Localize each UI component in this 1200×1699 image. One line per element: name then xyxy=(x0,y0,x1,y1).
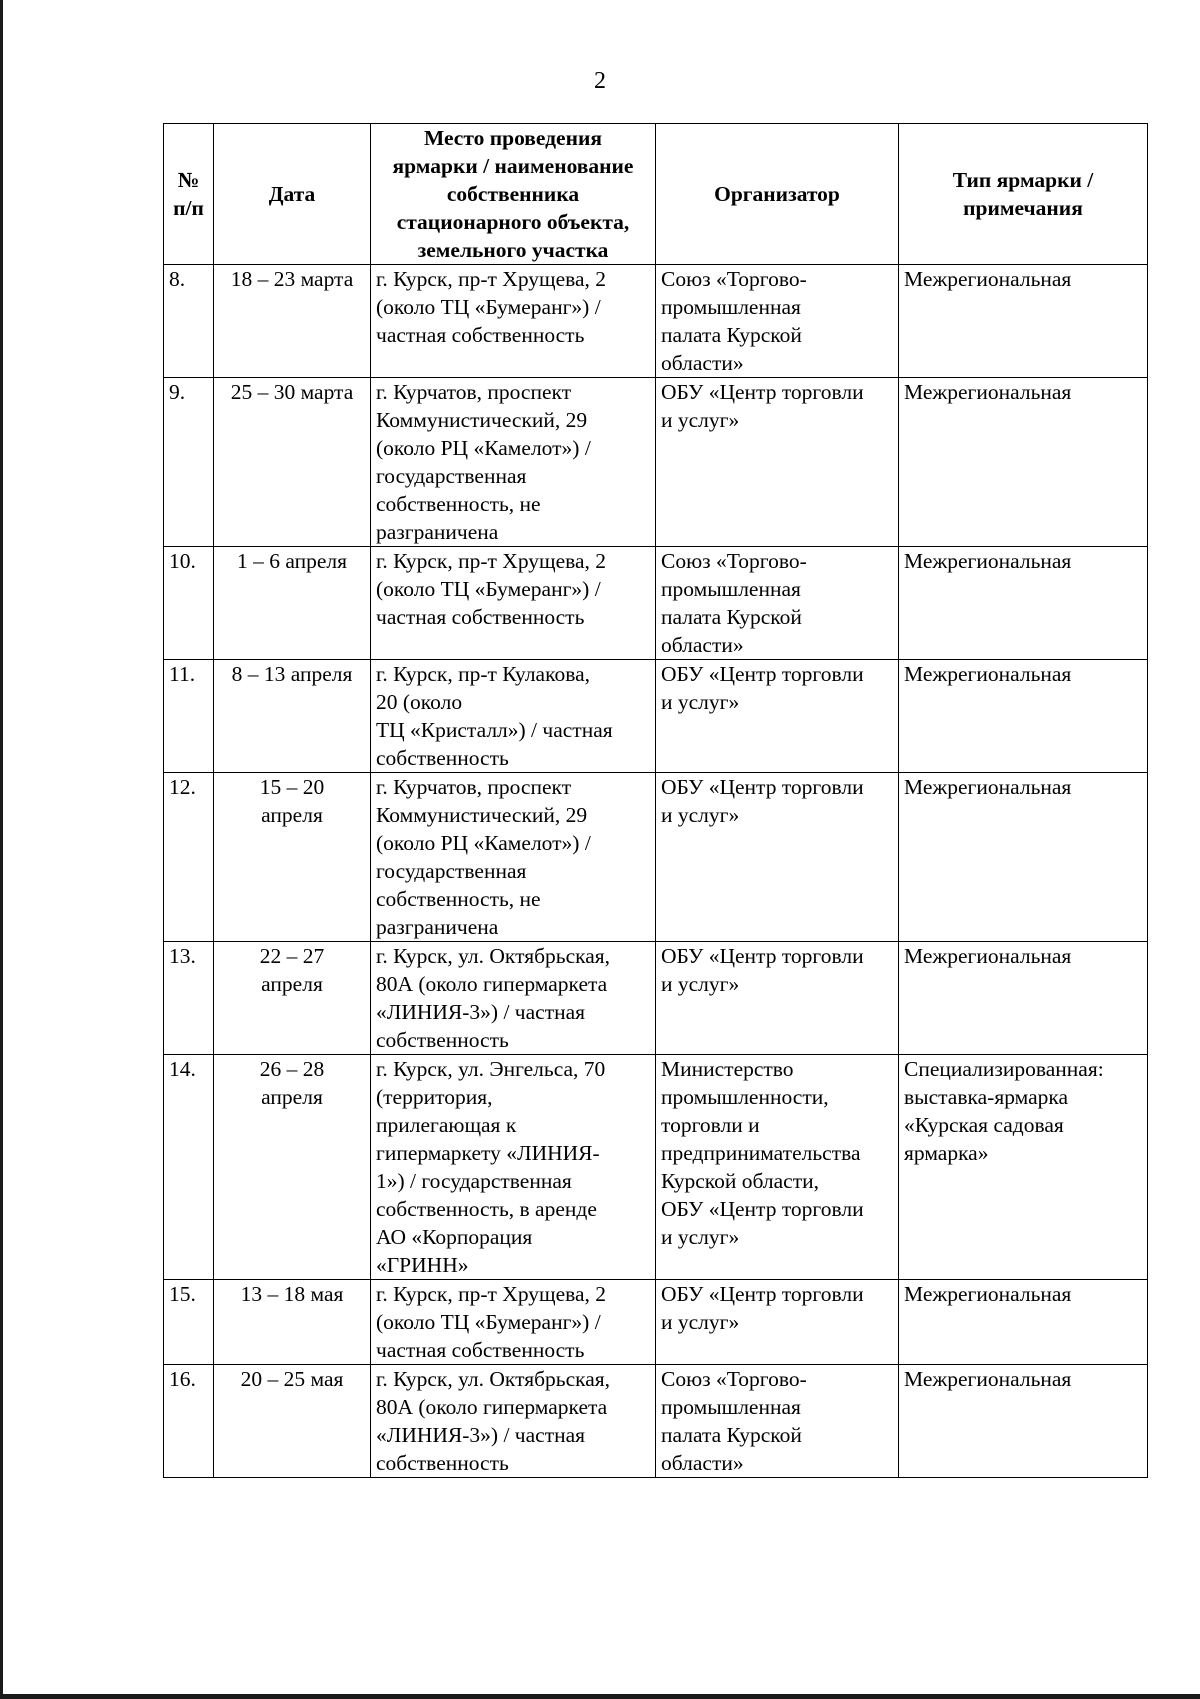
cell-fair-type: Межрегиональная xyxy=(899,942,1148,1055)
table-row xyxy=(164,378,1148,547)
cell-fair-type: Межрегиональная xyxy=(899,773,1148,942)
cell-num: 8. xyxy=(164,265,214,378)
cell-date: 26 – 28 апреля xyxy=(214,1055,371,1280)
cell-num: 14. xyxy=(164,1055,214,1280)
cell-num: 12. xyxy=(164,773,214,942)
cell-organizer: Союз «Торгово- промышленная палата Курской области» xyxy=(656,547,899,660)
cell-date: 8 – 13 апреля xyxy=(214,660,371,773)
cell-num: 13. xyxy=(164,942,214,1055)
cell-organizer: ОБУ «Центр торговли и услуг» xyxy=(656,1280,899,1365)
cell-date: 13 – 18 мая xyxy=(214,1280,371,1365)
cell-place: г. Курск, ул. Октябрьская, 80А (около гипермаркета «ЛИНИЯ-3») / частная собственность xyxy=(371,942,656,1055)
cell-date: 22 – 27 апреля xyxy=(214,942,371,1055)
page-number: 2 xyxy=(594,68,606,94)
cell-place: г. Курск, пр-т Хрущева, 2 (около ТЦ «Бумеранг») / частная собственность xyxy=(371,265,656,378)
table-row xyxy=(164,660,1148,773)
cell-date: 25 – 30 марта xyxy=(214,378,371,547)
cell-date: 1 – 6 апреля xyxy=(214,547,371,660)
scan-edge-left xyxy=(0,0,3,1699)
table-row xyxy=(164,942,1148,1055)
cell-place: г. Курчатов, проспект Коммунистический, 29 (около РЦ «Камелот») / государственная собственность, не разграничена xyxy=(371,378,656,547)
cell-organizer: Союз «Торгово- промышленная палата Курской области» xyxy=(656,265,899,378)
table-row xyxy=(164,773,1148,942)
cell-num: 9. xyxy=(164,378,214,547)
cell-organizer: Министерство промышленности, торговли и предпринимательства Курской области, ОБУ «Центр торговли и услуг» xyxy=(656,1055,899,1280)
cell-fair-type: Межрегиональная xyxy=(899,547,1148,660)
cell-place: г. Курск, пр-т Хрущева, 2 (около ТЦ «Бумеранг») / частная собственность xyxy=(371,1280,656,1365)
cell-fair-type: Межрегиональная xyxy=(899,660,1148,773)
cell-place: г. Курск, пр-т Хрущева, 2 (около ТЦ «Бумеранг») / частная собственность xyxy=(371,547,656,660)
table-row xyxy=(164,547,1148,660)
cell-date: 20 – 25 мая xyxy=(214,1365,371,1478)
cell-organizer: Союз «Торгово- промышленная палата Курской области» xyxy=(656,1365,899,1478)
cell-fair-type: Межрегиональная xyxy=(899,1280,1148,1365)
cell-place: г. Курчатов, проспект Коммунистический, 29 (около РЦ «Камелот») / государственная собственность, не разграничена xyxy=(371,773,656,942)
cell-num: 10. xyxy=(164,547,214,660)
cell-organizer: ОБУ «Центр торговли и услуг» xyxy=(656,773,899,942)
cell-place: г. Курск, ул. Энгельса, 70 (территория, прилегающая к гипермаркету «ЛИНИЯ- 1») / государственная собственность, в аренде АО «Корпорация «ГРИНН» xyxy=(371,1055,656,1280)
fair-schedule-table xyxy=(163,123,1148,1478)
table-header xyxy=(164,124,1148,265)
scan-edge-bottom xyxy=(0,1694,1200,1699)
header-place: Место проведения ярмарки / наименование собственника стационарного объекта, земельного участка xyxy=(371,124,656,265)
cell-fair-type: Межрегиональная xyxy=(899,1365,1148,1478)
cell-num: 11. xyxy=(164,660,214,773)
cell-date: 18 – 23 марта xyxy=(214,265,371,378)
cell-num: 15. xyxy=(164,1280,214,1365)
table-row xyxy=(164,265,1148,378)
cell-organizer: ОБУ «Центр торговли и услуг» xyxy=(656,660,899,773)
table-row xyxy=(164,1280,1148,1365)
cell-organizer: ОБУ «Центр торговли и услуг» xyxy=(656,942,899,1055)
header-date: Дата xyxy=(214,124,371,265)
header-row xyxy=(164,124,1148,265)
cell-fair-type: Межрегиональная xyxy=(899,265,1148,378)
table-row xyxy=(164,1365,1148,1478)
header-organizer: Организатор xyxy=(656,124,899,265)
cell-place: г. Курск, ул. Октябрьская, 80А (около гипермаркета «ЛИНИЯ-3») / частная собственность xyxy=(371,1365,656,1478)
table-row xyxy=(164,1055,1148,1280)
cell-date: 15 – 20 апреля xyxy=(214,773,371,942)
cell-place: г. Курск, пр-т Кулакова, 20 (около ТЦ «Кристалл») / частная собственность xyxy=(371,660,656,773)
cell-organizer: ОБУ «Центр торговли и услуг» xyxy=(656,378,899,547)
header-fair-type: Тип ярмарки / примечания xyxy=(899,124,1148,265)
cell-fair-type: Межрегиональная xyxy=(899,378,1148,547)
table-body xyxy=(164,265,1148,1478)
cell-num: 16. xyxy=(164,1365,214,1478)
cell-fair-type: Специализированная: выставка-ярмарка «Курская садовая ярмарка» xyxy=(899,1055,1148,1280)
header-num: № п/п xyxy=(164,124,214,265)
